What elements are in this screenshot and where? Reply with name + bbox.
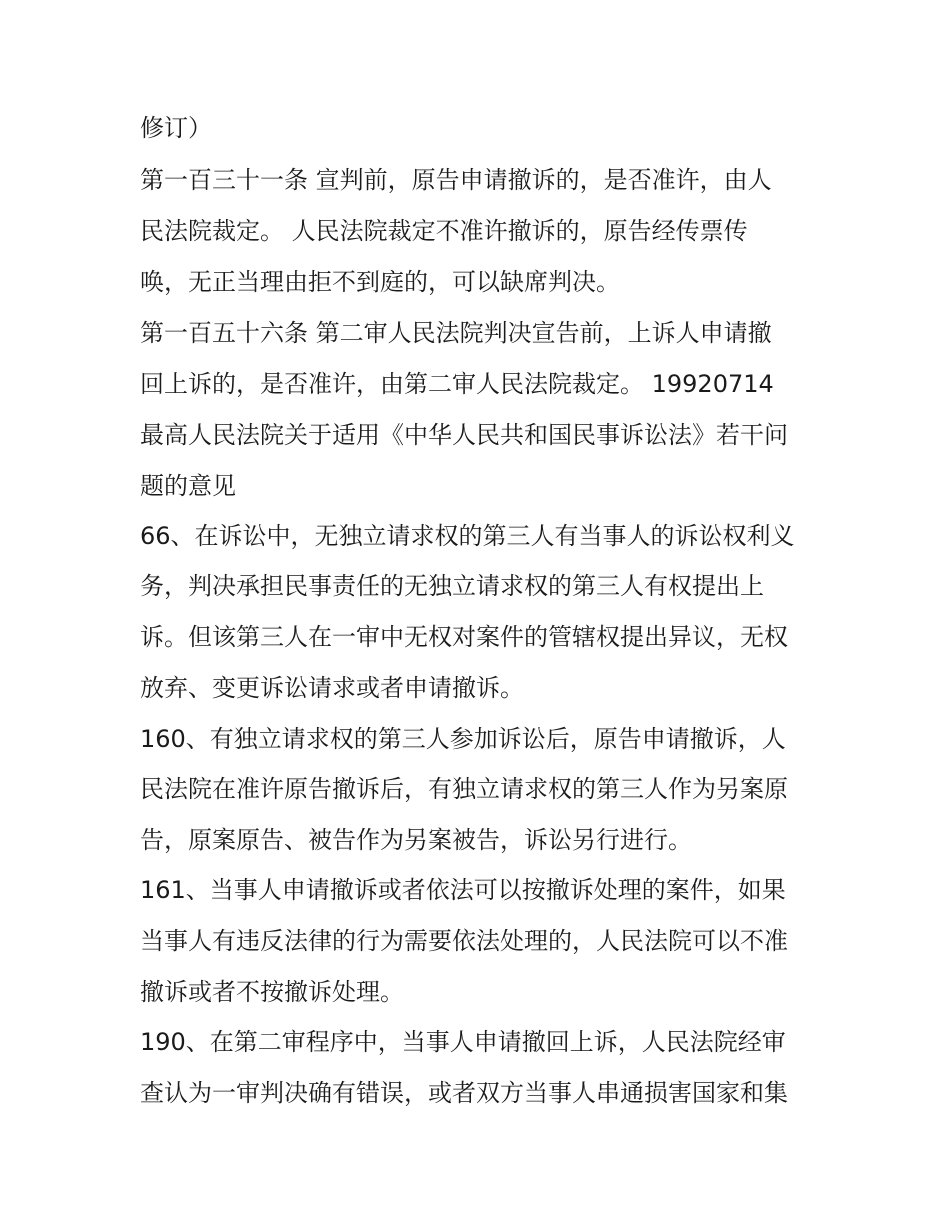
text-line: 题的意见 bbox=[140, 472, 236, 500]
text-line: 修订） bbox=[140, 114, 212, 142]
text-line: 唤，无正当理由拒不到庭的，可以缺席判决。 bbox=[140, 268, 620, 296]
text-line: 民法院裁定。 人民法院裁定不准许撤诉的，原告经传票传 bbox=[140, 217, 748, 245]
text-line: 诉。但该第三人在一审中无权对案件的管辖权提出异议，无权 bbox=[140, 623, 788, 651]
text-line: 查认为一审判决确有错误，或者双方当事人串通损害国家和集 bbox=[140, 1079, 788, 1107]
text-line: 最高人民法院关于适用《中华人民共和国民事诉讼法》若干问 bbox=[140, 421, 788, 449]
text-line: 66、在诉讼中，无独立请求权的第三人有当事人的诉讼权利义 bbox=[140, 522, 795, 550]
text-line: 务，判决承担民事责任的无独立请求权的第三人有权提出上 bbox=[140, 572, 764, 600]
text-line: 放弃、变更诉讼请求或者申请撤诉。 bbox=[140, 674, 524, 702]
text-line: 当事人有违反法律的行为需要依法处理的，人民法院可以不准 bbox=[140, 927, 788, 955]
text-line: 第一百三十一条 宣判前，原告申请撤诉的，是否准许，由人 bbox=[140, 166, 772, 194]
text-line: 第一百五十六条 第二审人民法院判决宣告前，上诉人申请撤 bbox=[140, 319, 772, 347]
text-line: 160、有独立请求权的第三人参加诉讼后，原告申请撤诉，人 bbox=[140, 725, 786, 753]
text-line: 告，原案原告、被告作为另案被告，诉讼另行进行。 bbox=[140, 826, 692, 854]
text-line: 撤诉或者不按撤诉处理。 bbox=[140, 978, 404, 1006]
text-line: 161、当事人申请撤诉或者依法可以按撤诉处理的案件，如果 bbox=[140, 876, 786, 904]
text-line: 190、在第二审程序中，当事人申请撤回上诉，人民法院经审 bbox=[140, 1028, 786, 1056]
text-line: 民法院在准许原告撤诉后，有独立请求权的第三人作为另案原 bbox=[140, 775, 788, 803]
text-line: 回上诉的，是否准许，由第二审人民法院裁定。 19920714 bbox=[140, 370, 774, 398]
